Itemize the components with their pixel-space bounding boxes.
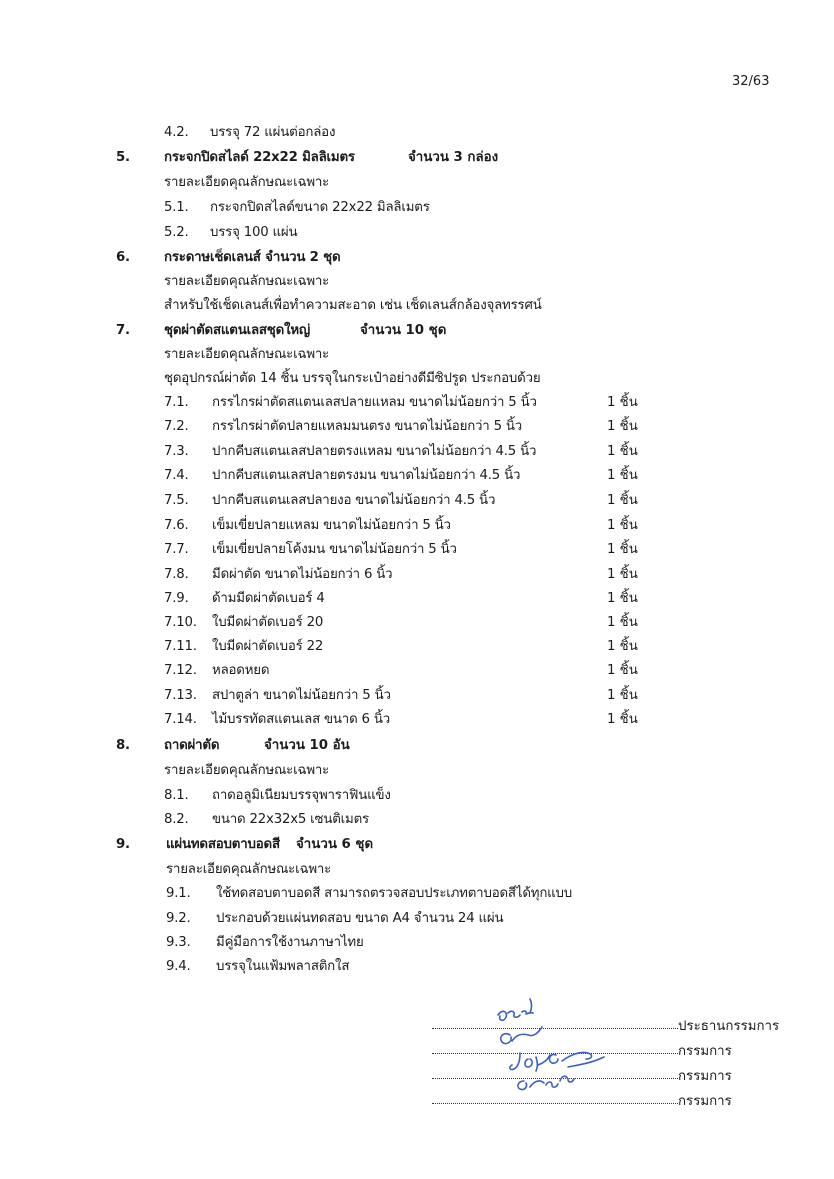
sub-item: 9.1. ใช้ทดสอบตาบอดสี สามารถตรวจสอบประเภทตาบอดสีได้ทุกแบบ <box>166 886 573 901</box>
item-count: 1 ชิ้น <box>607 493 638 508</box>
spec-label: รายละเอียดคุณลักษณะเฉพาะ <box>166 862 332 877</box>
signature-role: ประธานกรรมการ <box>678 1019 780 1034</box>
sub-item: 8.2. ขนาด 22x32x5 เซนติเมตร <box>164 812 369 827</box>
sub-item: 4.2. บรรจุ 72 แผ่นต่อกล่อง <box>164 125 336 140</box>
item-count: 1 ชิ้น <box>607 712 638 727</box>
item-count: 1 ชิ้น <box>607 419 638 434</box>
item-count: 1 ชิ้น <box>607 542 638 557</box>
sub-item: 8.1. ถาดอลูมิเนียมบรรจุพาราฟินแข็ง <box>164 788 391 803</box>
sub-item: 7.3. ปากคีบสแตนเลสปลายตรงแหลม ขนาดไม่น้อยกว่า 4.5 นิ้ว <box>164 444 537 459</box>
sub-item: 7.2. กรรไกรผ่าตัดปลายแหลมมนตรง ขนาดไม่น้อยกว่า 5 นิ้ว <box>164 419 523 434</box>
sub-item: 7.12. หลอดหยด <box>164 663 270 678</box>
sub-item: 7.5. ปากคีบสแตนเลสปลายงอ ขนาดไม่น้อยกว่า 4.5 นิ้ว <box>164 493 496 508</box>
sub-item: 5.2. บรรจุ 100 แผ่น <box>164 225 298 240</box>
sub-item: 7.13. สปาตูล่า ขนาดไม่น้อยกว่า 5 นิ้ว <box>164 688 391 703</box>
section-quantity: จำนวน 10 อัน <box>264 738 350 753</box>
section-quantity: จำนวน 6 ชุด <box>296 837 374 852</box>
item-count: 1 ชิ้น <box>607 591 638 606</box>
sub-item: 7.9. ด้ามมีดผ่าตัดเบอร์ 4 <box>164 591 325 606</box>
spec-label: รายละเอียดคุณลักษณะเฉพาะ <box>164 175 330 190</box>
sub-item: 7.14. ไม้บรรทัดสแตนเลส ขนาด 6 นิ้ว <box>164 712 390 727</box>
section-heading: 8. ถาดผ่าตัด <box>116 738 220 753</box>
sub-item: 7.7. เข็มเขี่ยปลายโค้งมน ขนาดไม่น้อยกว่า 5 นิ้ว <box>164 542 457 557</box>
spec-text: สำหรับใช้เช็ดเลนส์เพื่อทำความสะอาด เช่น เช็ดเลนส์กล้องจุลทรรศน์ <box>164 298 542 313</box>
page-number: 32/63 <box>732 74 770 89</box>
section-quantity: จำนวน 10 ชุด <box>360 323 447 338</box>
handwritten-signatures <box>440 985 680 1105</box>
item-count: 1 ชิ้น <box>607 615 638 630</box>
sub-item: 5.1. กระจกปิดสไลด์ขนาด 22x22 มิลลิเมตร <box>164 200 430 215</box>
section-heading: 9. แผ่นทดสอบตาบอดสี <box>116 837 280 852</box>
section-heading: 5. กระจกปิดสไลด์ 22x22 มิลลิเมตร <box>116 150 355 165</box>
section-quantity: จำนวน 3 กล่อง <box>408 150 499 165</box>
section-heading: 6. กระดาษเช็ดเลนส์ จำนวน 2 ชุด <box>116 250 341 265</box>
sub-item: 9.2. ประกอบด้วยแผ่นทดสอบ ขนาด A4 จำนวน 24 แผ่น <box>166 911 504 926</box>
signature-role: กรรมการ <box>678 1094 732 1109</box>
item-count: 1 ชิ้น <box>607 567 638 582</box>
sub-item: 7.6. เข็มเขี่ยปลายแหลม ขนาดไม่น้อยกว่า 5 นิ้ว <box>164 518 451 533</box>
sub-item: 9.4. บรรจุในแฟ้มพลาสติกใส <box>166 959 350 974</box>
spec-label: รายละเอียดคุณลักษณะเฉพาะ <box>164 274 330 289</box>
signature-role: กรรมการ <box>678 1069 732 1084</box>
sub-item: 7.8. มีดผ่าตัด ขนาดไม่น้อยกว่า 6 นิ้ว <box>164 567 393 582</box>
item-count: 1 ชิ้น <box>607 468 638 483</box>
sub-item: 7.1. กรรไกรผ่าตัดสแตนเลสปลายแหลม ขนาดไม่น้อยกว่า 5 นิ้ว <box>164 395 537 410</box>
sub-item: 9.3. มีคู่มือการใช้งานภาษาไทย <box>166 935 364 950</box>
item-count: 1 ชิ้น <box>607 663 638 678</box>
item-count: 1 ชิ้น <box>607 639 638 654</box>
sub-item: 7.11. ใบมีดผ่าตัดเบอร์ 22 <box>164 639 324 654</box>
spec-label: รายละเอียดคุณลักษณะเฉพาะ <box>164 347 330 362</box>
item-count: 1 ชิ้น <box>607 688 638 703</box>
signature-role: กรรมการ <box>678 1044 732 1059</box>
item-count: 1 ชิ้น <box>607 444 638 459</box>
spec-text: ชุดอุปกรณ์ผ่าตัด 14 ชิ้น บรรจุในกระเป๋าอย่างดีมีซิปรูด ประกอบด้วย <box>164 371 541 386</box>
item-count: 1 ชิ้น <box>607 395 638 410</box>
spec-label: รายละเอียดคุณลักษณะเฉพาะ <box>164 763 330 778</box>
section-heading: 7. ชุดผ่าตัดสแตนเลสชุดใหญ่ <box>116 323 311 338</box>
sub-item: 7.4. ปากคีบสแตนเลสปลายตรงมน ขนาดไม่น้อยกว่า 4.5 นิ้ว <box>164 468 521 483</box>
sub-item: 7.10. ใบมีดผ่าตัดเบอร์ 20 <box>164 615 324 630</box>
item-count: 1 ชิ้น <box>607 518 638 533</box>
